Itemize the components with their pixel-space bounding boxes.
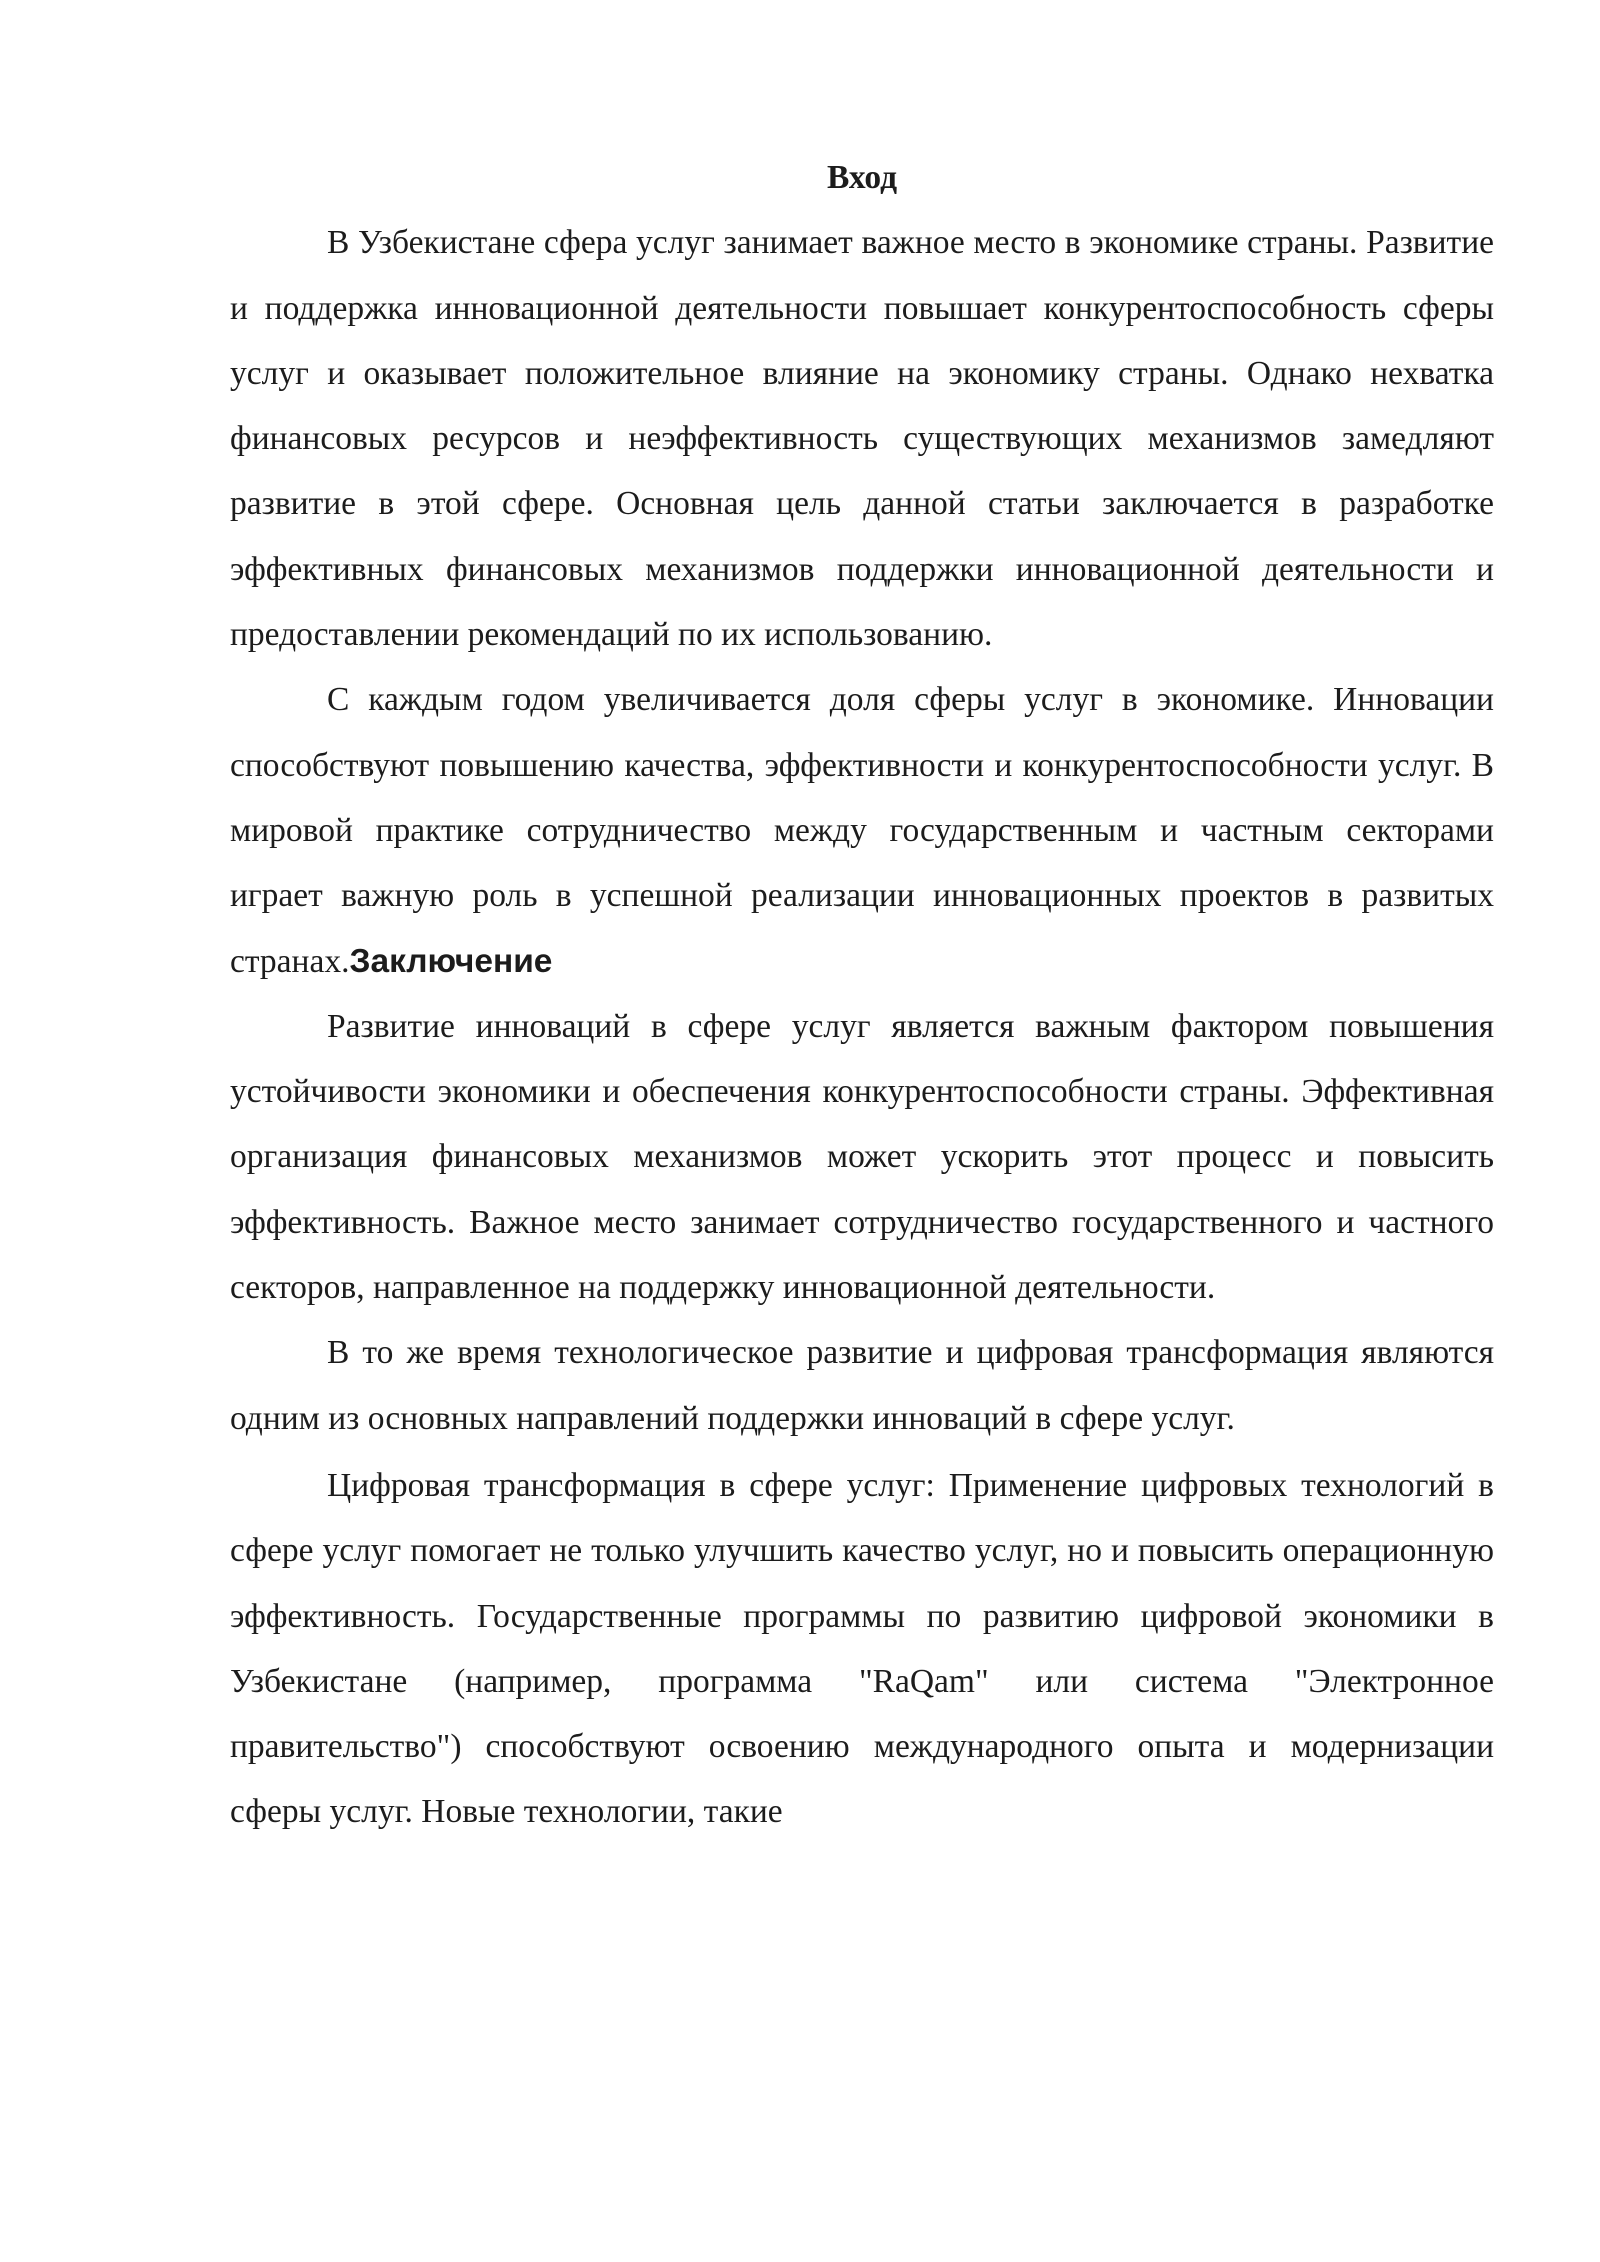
paragraph-1	[230, 210, 1494, 667]
document-body	[230, 145, 1494, 1845]
paragraph-2-text: С каждым годом увеличивается доля сферы услуг в экономике. Инновации способствуют повышению качества, эффективности и конкурентоспособности услуг. В мировой практике сотрудничество между государственным и частным секторами играет важную роль в успешной реализации инновационных проектов в развитых странах.	[230, 681, 1494, 980]
paragraph-4	[230, 1320, 1494, 1451]
paragraph-2	[230, 667, 1494, 993]
paragraph-5-text: Цифровая трансформация в сфере услуг: Применение цифровых технологий в сфере услуг помогает не только улучшить качество услуг, но и повысить операционную эффективность. Государственные программы по развитию цифровой экономики в Узбекистане (например, программа "RaQam" или система "Электронное правительство") способствуют освоению международного опыта и модернизации сферы услуг. Новые технологии, такие	[230, 1466, 1494, 1831]
paragraph-3-text: Развитие инноваций в сфере услуг является важным фактором повышения устойчивости экономики и обеспечения конкурентоспособности страны. Эффективная организация финансовых механизмов может ускорить этот процесс и повысить эффективность. Важное место занимает сотрудничество государственного и частного секторов, направленное на поддержку инновационной деятельности.	[230, 1007, 1494, 1307]
paragraph-1-text: В Узбекистане сфера услуг занимает важное место в экономике страны. Развитие и поддержка инновационной деятельности повышает конкурентоспособность сферы услуг и оказывает положительное влияние на экономику страны. Однако нехватка финансовых ресурсов и неэффективность существующих механизмов замедляют развитие в этой сфере. Основная цель данной статьи заключается в разработке эффективных финансовых механизмов поддержки инновационной деятельности и предоставлении рекомендаций по их использованию.	[230, 224, 1494, 654]
paragraph-3	[230, 994, 1494, 1320]
section-heading: Вход	[826, 159, 898, 196]
paragraph-5	[230, 1453, 1494, 1845]
conclusion-heading: Заключение	[349, 942, 553, 980]
paragraph-4-text: В то же время технологическое развитие и цифровая трансформация являются одним из основных направлений поддержки инноваций в сфере услуг.	[230, 1334, 1494, 1437]
